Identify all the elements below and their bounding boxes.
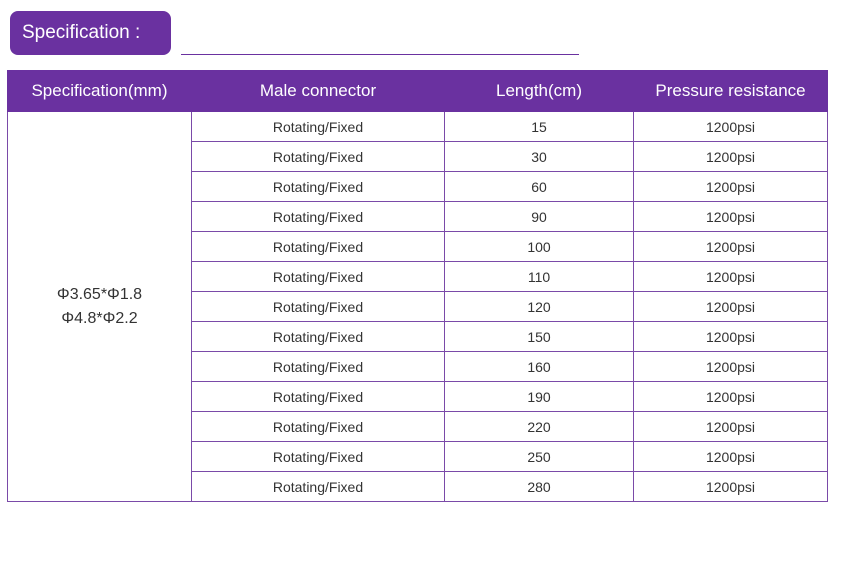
length-cell: 90 <box>445 202 634 232</box>
specification-line: Φ3.65*Φ1.8 <box>56 285 143 303</box>
length-cell: 150 <box>445 322 634 352</box>
pressure-resistance-cell: 1200psi <box>634 142 828 172</box>
male-connector-cell: Rotating/Fixed <box>192 412 445 442</box>
length-cell: 15 <box>445 112 634 142</box>
table-header-row <box>8 71 828 112</box>
length-cell: 220 <box>445 412 634 442</box>
male-connector-cell: Rotating/Fixed <box>192 472 445 502</box>
length-cell: 110 <box>445 262 634 292</box>
length-cell: 190 <box>445 382 634 412</box>
pressure-resistance-cell: 1200psi <box>634 472 828 502</box>
length-cell: 30 <box>445 142 634 172</box>
pressure-resistance-cell: 1200psi <box>634 382 828 412</box>
column-header-specification: Specification(mm) <box>8 71 192 112</box>
male-connector-cell: Rotating/Fixed <box>192 442 445 472</box>
pressure-resistance-cell: 1200psi <box>634 442 828 472</box>
length-cell: 250 <box>445 442 634 472</box>
column-header-pressure-resistance: Pressure resistance <box>634 71 828 112</box>
column-header-length: Length(cm) <box>445 71 634 112</box>
pressure-resistance-cell: 1200psi <box>634 322 828 352</box>
male-connector-cell: Rotating/Fixed <box>192 382 445 412</box>
length-cell: 60 <box>445 172 634 202</box>
pressure-resistance-cell: 1200psi <box>634 262 828 292</box>
pressure-resistance-cell: 1200psi <box>634 352 828 382</box>
column-header-male-connector: Male connector <box>192 71 445 112</box>
pressure-resistance-cell: 1200psi <box>634 232 828 262</box>
pressure-resistance-cell: 1200psi <box>634 292 828 322</box>
table-row <box>8 112 828 142</box>
length-cell: 100 <box>445 232 634 262</box>
pressure-resistance-cell: 1200psi <box>634 172 828 202</box>
specification-badge: Specification : <box>10 11 171 55</box>
male-connector-cell: Rotating/Fixed <box>192 112 445 142</box>
specification-line: Φ4.8*Φ2.2 <box>61 309 138 327</box>
table-body <box>8 112 828 502</box>
title-underline <box>181 54 579 55</box>
specification-table <box>7 70 828 502</box>
pressure-resistance-cell: 1200psi <box>634 202 828 232</box>
length-cell: 280 <box>445 472 634 502</box>
male-connector-cell: Rotating/Fixed <box>192 172 445 202</box>
length-cell: 160 <box>445 352 634 382</box>
pressure-resistance-cell: 1200psi <box>634 112 828 142</box>
specification-cell <box>8 112 192 502</box>
male-connector-cell: Rotating/Fixed <box>192 232 445 262</box>
male-connector-cell: Rotating/Fixed <box>192 142 445 172</box>
male-connector-cell: Rotating/Fixed <box>192 292 445 322</box>
pressure-resistance-cell: 1200psi <box>634 412 828 442</box>
male-connector-cell: Rotating/Fixed <box>192 262 445 292</box>
male-connector-cell: Rotating/Fixed <box>192 202 445 232</box>
length-cell: 120 <box>445 292 634 322</box>
male-connector-cell: Rotating/Fixed <box>192 322 445 352</box>
male-connector-cell: Rotating/Fixed <box>192 352 445 382</box>
